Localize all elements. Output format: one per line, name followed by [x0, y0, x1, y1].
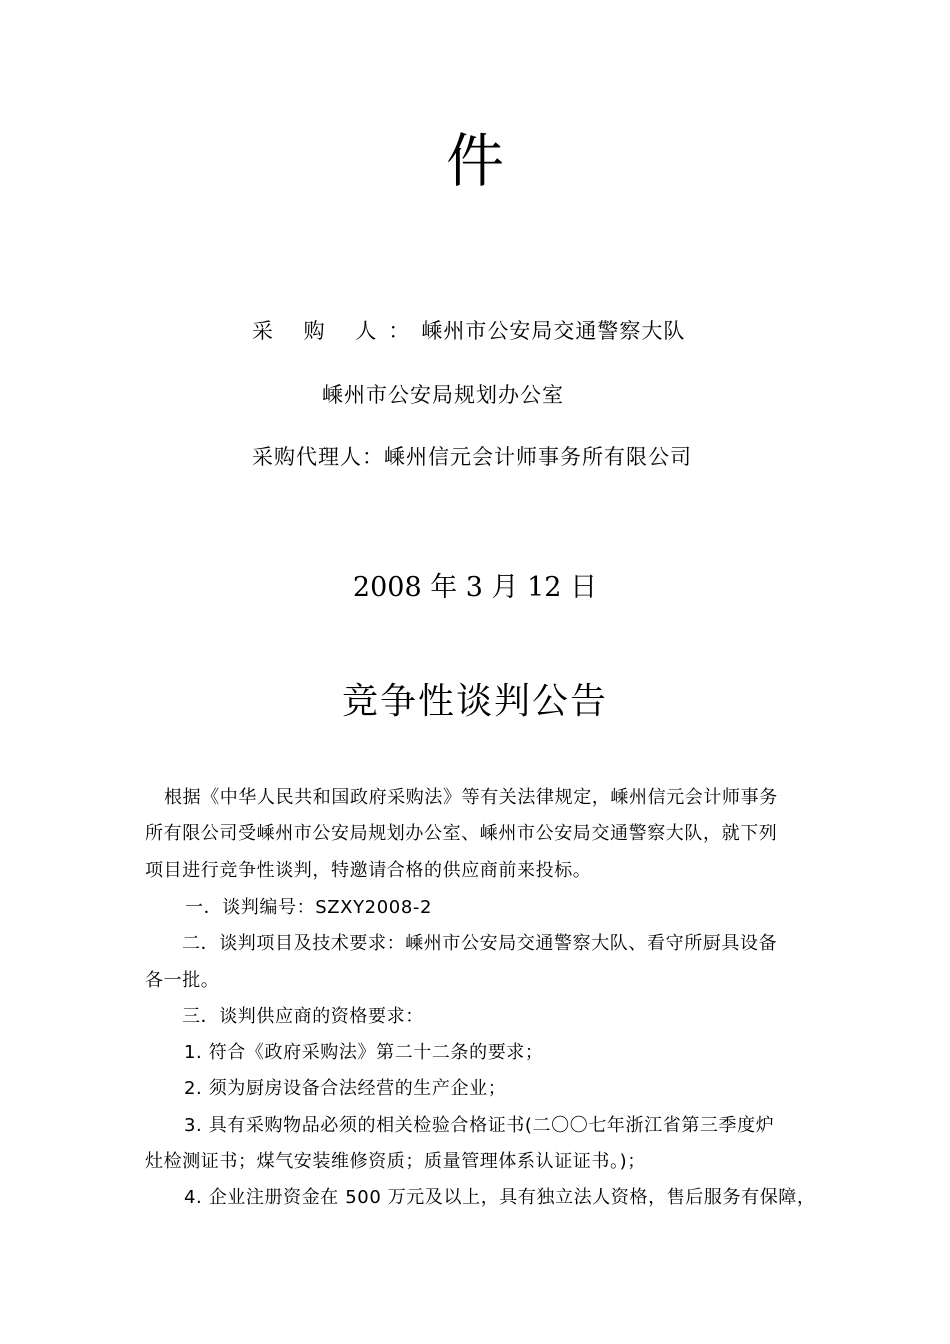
announcement-title: 竞争性谈判公告 — [341, 681, 608, 722]
project-requirements: 二．谈判项目及技术要求：嵊州市公安局交通警察大队、看守所厨具设备 — [182, 933, 778, 954]
qualification-heading: 三．谈判供应商的资格要求： — [182, 1006, 424, 1027]
purchaser-name-2: 嵊州市公安局规划办公室 — [322, 383, 564, 407]
body-line: 项目进行竞争性谈判，特邀请合格的供应商前来投标。 — [145, 860, 592, 881]
requirement-item: 1. 符合《政府采购法》第二十二条的要求； — [184, 1042, 544, 1063]
purchaser-label: 采 购 人： — [252, 319, 422, 343]
agent-line — [252, 442, 692, 472]
body-line: 所有限公司受嵊州市公安局规划办公室、嵊州市公安局交通警察大队，就下列 — [145, 823, 778, 844]
agent-name: 嵊州信元会计师事务所有限公司 — [384, 445, 692, 469]
body-line: 灶检测证书；煤气安装维修资质；质量管理体系认证证书。)； — [145, 1151, 646, 1172]
purchaser-line — [252, 316, 685, 346]
requirement-item: 3. 具有采购物品必须的相关检验合格证书(二〇〇七年浙江省第三季度炉 — [184, 1115, 775, 1136]
requirement-item: 2. 须为厨房设备合法经营的生产企业； — [184, 1078, 507, 1099]
document-date: 2008 年 3 月 12 日 — [352, 572, 598, 603]
requirement-item: 4. 企业注册资金在 500 万元及以上，具有独立法人资格，售后服务有保障， — [184, 1187, 816, 1208]
body-line: 根据《中华人民共和国政府采购法》等有关法律规定，嵊州信元会计师事务 — [164, 787, 778, 808]
cover-title-char: 件 — [445, 127, 504, 195]
purchaser-name: 嵊州市公安局交通警察大队 — [421, 319, 686, 343]
negotiation-number: 一．谈判编号：SZXY2008-2 — [185, 897, 433, 918]
body-line: 各一批。 — [145, 970, 220, 991]
agent-label: 采购代理人： — [252, 445, 384, 469]
